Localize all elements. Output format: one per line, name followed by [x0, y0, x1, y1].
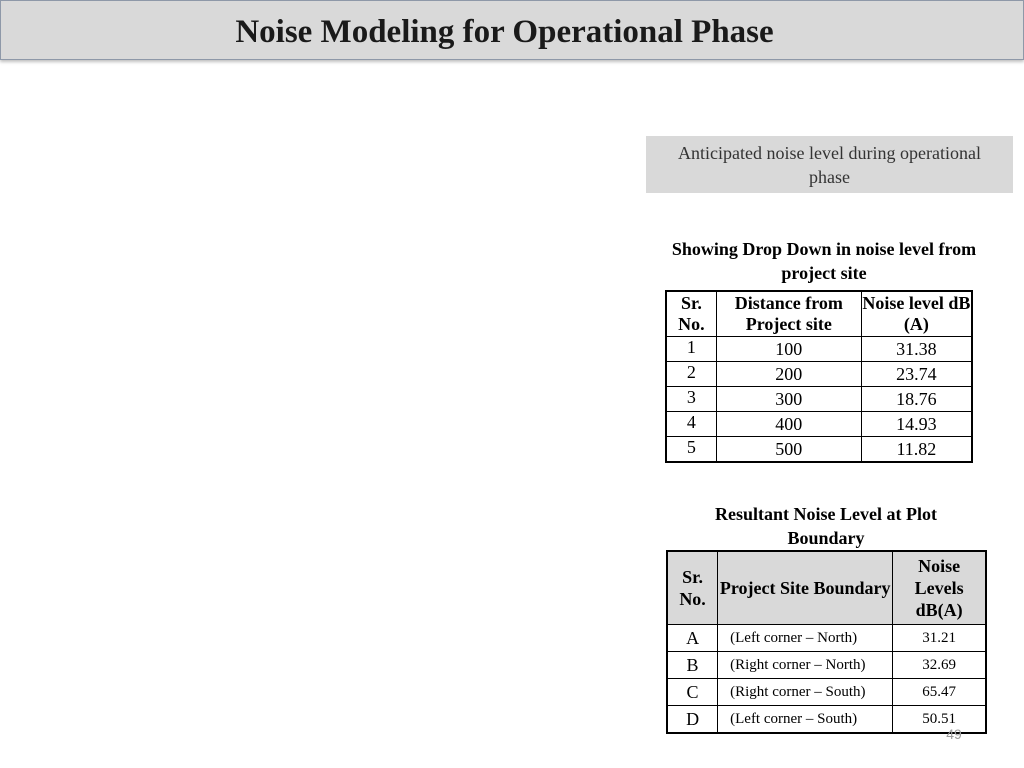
header-sr-no: Sr. No. — [667, 551, 718, 625]
table-row — [666, 437, 972, 463]
cell-distance: 400 — [716, 412, 861, 437]
cell-distance: 300 — [716, 387, 861, 412]
cell-boundary: (Left corner – North) — [718, 625, 893, 652]
cell-noise: 18.76 — [861, 387, 972, 412]
cell-level: 32.69 — [893, 652, 986, 679]
cell-noise: 31.38 — [861, 337, 972, 362]
boundary-noise-table — [666, 550, 987, 734]
caption-box: Anticipated noise level during operational phase — [646, 136, 1013, 193]
table-row — [667, 625, 986, 652]
cell-sr: A — [667, 625, 718, 652]
noise-drop-table — [665, 290, 973, 463]
table-row — [667, 679, 986, 706]
slide-title: Noise Modeling for Operational Phase — [235, 14, 774, 50]
cell-sr: 2 — [666, 362, 716, 387]
cell-boundary: (Left corner – South) — [718, 706, 893, 734]
cell-sr: B — [667, 652, 718, 679]
table-header-row — [666, 291, 972, 337]
cell-noise: 14.93 — [861, 412, 972, 437]
table-row — [666, 362, 972, 387]
cell-boundary: (Right corner – South) — [718, 679, 893, 706]
cell-level: 31.21 — [893, 625, 986, 652]
page-number: 49 — [946, 726, 962, 742]
table-header-row — [667, 551, 986, 625]
cell-noise: 11.82 — [861, 437, 972, 463]
cell-sr: 3 — [666, 387, 716, 412]
cell-distance: 100 — [716, 337, 861, 362]
cell-noise: 23.74 — [861, 362, 972, 387]
cell-level: 65.47 — [893, 679, 986, 706]
table2-heading: Resultant Noise Level at Plot Boundary — [715, 504, 937, 548]
table-row — [667, 652, 986, 679]
table-row — [666, 412, 972, 437]
cell-sr: 5 — [666, 437, 716, 463]
header-boundary: Project Site Boundary — [718, 551, 893, 625]
table-row — [666, 337, 972, 362]
cell-sr: 4 — [666, 412, 716, 437]
header-distance: Distance from Project site — [716, 291, 861, 337]
table1-heading: Showing Drop Down in noise level from project site — [671, 239, 977, 283]
cell-sr: D — [667, 706, 718, 734]
cell-boundary: (Right corner – North) — [718, 652, 893, 679]
header-noise-level: Noise level dB (A) — [861, 291, 972, 337]
cell-level: 50.51 — [893, 706, 986, 734]
table-row — [666, 387, 972, 412]
header-sr-no: Sr. No. — [666, 291, 716, 337]
cell-sr: 1 — [666, 337, 716, 362]
title-bar — [0, 0, 1024, 60]
cell-distance: 200 — [716, 362, 861, 387]
cell-sr: C — [667, 679, 718, 706]
header-noise-levels: Noise Levels dB(A) — [893, 551, 986, 625]
cell-distance: 500 — [716, 437, 861, 463]
